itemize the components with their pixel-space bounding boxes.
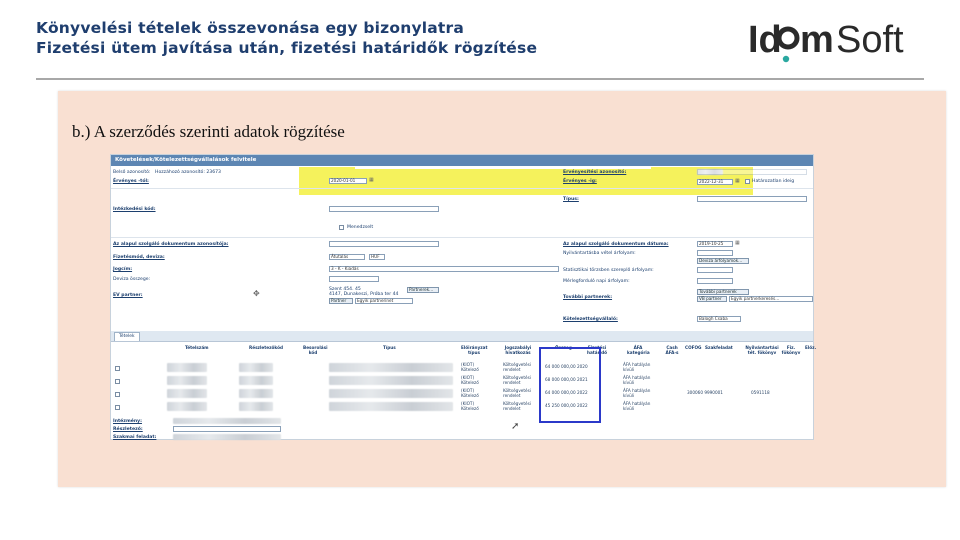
col-header-cash-afa: Cash ÁFA-s	[665, 345, 679, 355]
row-hivatkozas: Költségvetési rendelet	[503, 388, 531, 398]
row-checkbox[interactable]	[115, 392, 120, 397]
logo-text-a: Id	[748, 19, 782, 61]
statisztikai-input[interactable]	[697, 267, 733, 273]
partner-address-line2: 4147, Dunakeszi, Próba ter 44	[329, 292, 399, 297]
form-header: Követelések/Kötelezettségvállalások felvitele	[111, 155, 813, 166]
partner-button[interactable]: Partner	[329, 298, 353, 304]
col-header-reszletezo: Részletezőkód	[249, 345, 283, 350]
row-osszeg: 68 000 000,00 2021	[545, 377, 588, 382]
row-cofog: 300060 9990001	[687, 390, 723, 395]
tipus-label: Típus:	[563, 197, 579, 202]
redacted-cell	[167, 402, 207, 411]
col-header-cofog: COFOG	[685, 345, 702, 350]
redacted-cell	[329, 363, 453, 372]
tovabbi-partnerek-label: További partnerek:	[563, 295, 613, 300]
mouse-pointer-icon: ➚	[511, 421, 520, 432]
row-tipus: (KIOT) Kötelező	[461, 375, 479, 385]
col-header-eloiranyzat: Előirányzat típus	[461, 345, 488, 355]
calendar-icon[interactable]: ▦	[735, 240, 740, 246]
col-header-tetelszam: Tételszám	[185, 345, 209, 350]
redacted-cell	[329, 389, 453, 398]
redacted-cell	[173, 418, 281, 424]
row-afa: ÁFA hatályán kívüli	[623, 388, 651, 398]
row-hivatkozas: Költségvetési rendelet	[503, 375, 531, 385]
row-checkbox[interactable]	[115, 379, 120, 384]
redacted-cell	[329, 402, 453, 411]
deviza-osszeg-label: Deviza összege:	[113, 277, 151, 282]
logo-text-b: m	[800, 19, 834, 61]
menedzselt-label: Menedzselt	[347, 225, 374, 230]
partner-address-line1: Szent 454. 45	[329, 287, 361, 292]
szakmai-feladat-label: Szakmai feladat:	[113, 435, 157, 440]
osszeg-highlight-box	[539, 347, 601, 423]
title-divider	[36, 78, 924, 80]
kulso-azonosito-label: Ervényesítési azonosító:	[563, 170, 627, 175]
jogcim-select[interactable]: 3 - K - Kiadás	[329, 266, 559, 272]
form-screenshot	[110, 154, 817, 440]
ervenyes-ig-label: Érvényes -ig:	[563, 179, 597, 184]
col-header-fiz-fokonyv: Fiz. fökönyv	[781, 345, 801, 355]
vb-partner-button[interactable]: VB partner	[697, 296, 727, 302]
ervenyes-ig-input[interactable]: 2022-12-31	[697, 179, 733, 185]
hatarozatlan-checkbox[interactable]	[745, 179, 750, 184]
tab-tetelek[interactable]: Tételek	[114, 332, 140, 341]
row-afa: ÁFA hatályán kívüli	[623, 362, 651, 372]
col-header-hatarido: Fizetési határidő	[587, 345, 608, 355]
row-hivatkozas: Költségvetési rendelet	[503, 362, 531, 372]
hatarozatlan-label: Határozatlan ideig	[752, 179, 795, 184]
intezmeny-label: Intézmény:	[113, 419, 142, 424]
row-tipus: (KIOT) Kötelező	[461, 362, 479, 372]
redacted-cell	[239, 376, 273, 385]
col-header-eloz: Előz.	[805, 345, 817, 350]
calendar-icon[interactable]: ▦	[735, 178, 740, 184]
redacted-cell	[329, 376, 453, 385]
row-checkbox[interactable]	[115, 366, 120, 371]
nyilvantartas-label: Nyilvántartásba vétel árfolyam:	[563, 251, 636, 256]
intezkedes-input[interactable]	[329, 206, 439, 212]
col-header-afa: ÁFA kategória	[627, 345, 650, 355]
col-header-tipus: Típus	[383, 345, 396, 350]
tab-bar	[111, 331, 813, 342]
ev-partner-label: EV partner:	[113, 293, 143, 298]
row-tipus: (KIOT) Kötelező	[461, 401, 479, 411]
deviza-select[interactable]: HUF	[369, 254, 385, 260]
menedzselt-checkbox[interactable]	[339, 225, 344, 230]
col-header-osszeg: Összeg	[555, 345, 572, 350]
row-fokonyv: 0591118	[751, 390, 770, 395]
deviza-osszeg-input[interactable]	[329, 276, 379, 282]
alapdok-azon-input[interactable]	[329, 241, 439, 247]
col-header-nyilv-fokonyv: Nyilvántartási tét. fökönyv	[745, 345, 779, 355]
tovabbi-partnerek-button[interactable]: További partnerek	[697, 289, 749, 295]
logo-text-c: Soft	[836, 19, 904, 61]
kotelezett-label: Kötelezettségvállaló:	[563, 317, 618, 322]
row-hivatkozas: Költségvetési rendelet	[503, 401, 531, 411]
partnerek-button[interactable]: Partnerek...	[407, 287, 439, 293]
tipus-select[interactable]	[697, 196, 807, 202]
move-cursor-icon: ✥	[253, 289, 260, 298]
redacted-cell	[167, 376, 207, 385]
row-osszeg: 45 250 000,00 2022	[545, 403, 588, 408]
belso-azonosito-label: Belső azonosító:	[113, 170, 151, 175]
statisztikai-label: Statisztikai törzsben szereplő árfolyam:	[563, 268, 654, 273]
redacted-cell	[239, 402, 273, 411]
calendar-icon[interactable]: ▦	[369, 177, 374, 183]
kotelezett-select[interactable]: Balogh Csaba	[697, 316, 741, 322]
row-afa: ÁFA hatályán kívüli	[623, 375, 651, 385]
col-header-szakfeladat: Szakfeladat	[705, 345, 733, 350]
kulso-azonosito-input[interactable]	[697, 169, 807, 175]
slide-title-line2: Fizetési ütem javítása után, fizetési határidők rögzítése	[36, 39, 538, 57]
partner-input[interactable]: Egyik partnerinet	[355, 298, 413, 304]
ervenyes-tol-label: Érvényes -tól:	[113, 179, 149, 184]
deviza-arfolyam-button[interactable]: Deviza árfolyamok...	[697, 258, 749, 264]
penznem-label: Fizetésmód, deviza:	[113, 255, 165, 260]
merleg-label: Mérlegforduló napi árfolyam:	[563, 279, 630, 284]
slide-title	[36, 18, 537, 58]
jogcim-label: Jogcím:	[113, 267, 133, 272]
tovabbi-partner-input[interactable]: Egyik partnerkeresés...	[729, 296, 813, 302]
row-osszeg: 64 000 000,00 2022	[545, 390, 588, 395]
row-afa: ÁFA hatályán kívüli	[623, 401, 651, 411]
belso-azonosito-value: Hozzáhozó azonosító: 23673	[155, 170, 221, 175]
redacted-cell	[173, 434, 281, 440]
alapdok-azon-label: Az alapul szolgáló dokumentum azonosítója:	[113, 242, 229, 247]
ervenyes-tol-input[interactable]: 2020-01-01	[329, 178, 367, 184]
alapdok-datum-input[interactable]: 2019-10-25	[697, 241, 733, 247]
fizetesmod-select[interactable]: Átutalás	[329, 254, 365, 260]
reszletezo-input[interactable]	[173, 426, 281, 432]
row-checkbox[interactable]	[115, 405, 120, 410]
row-osszeg: 64 000 000,00 2020	[545, 364, 588, 369]
merleg-input[interactable]	[697, 278, 733, 284]
redacted-cell	[167, 363, 207, 372]
reszletezo-label: Részletező:	[113, 427, 143, 432]
redacted-cell	[239, 389, 273, 398]
intezkedes-label: Intézkedési kód:	[113, 207, 156, 212]
nyilvantartas-input[interactable]	[697, 250, 733, 256]
row-tipus: (KIOT) Kötelező	[461, 388, 479, 398]
section-subtitle: b.) A szerződés szerinti adatok rögzítése	[72, 122, 345, 141]
col-header-jogszabaly: Jogszabályi hivatkozás	[504, 345, 532, 355]
redacted-cell	[239, 363, 273, 372]
slide-title-line1: Könyvelési tételek összevonása egy bizonylatra	[36, 19, 465, 37]
redacted-cell	[167, 389, 207, 398]
col-header-besorolas: Besorolási kód	[303, 345, 328, 355]
idomsoft-logo	[748, 18, 928, 68]
alapdok-datum-label: Az alapul szolgáló dokumentum dátuma:	[563, 242, 669, 247]
